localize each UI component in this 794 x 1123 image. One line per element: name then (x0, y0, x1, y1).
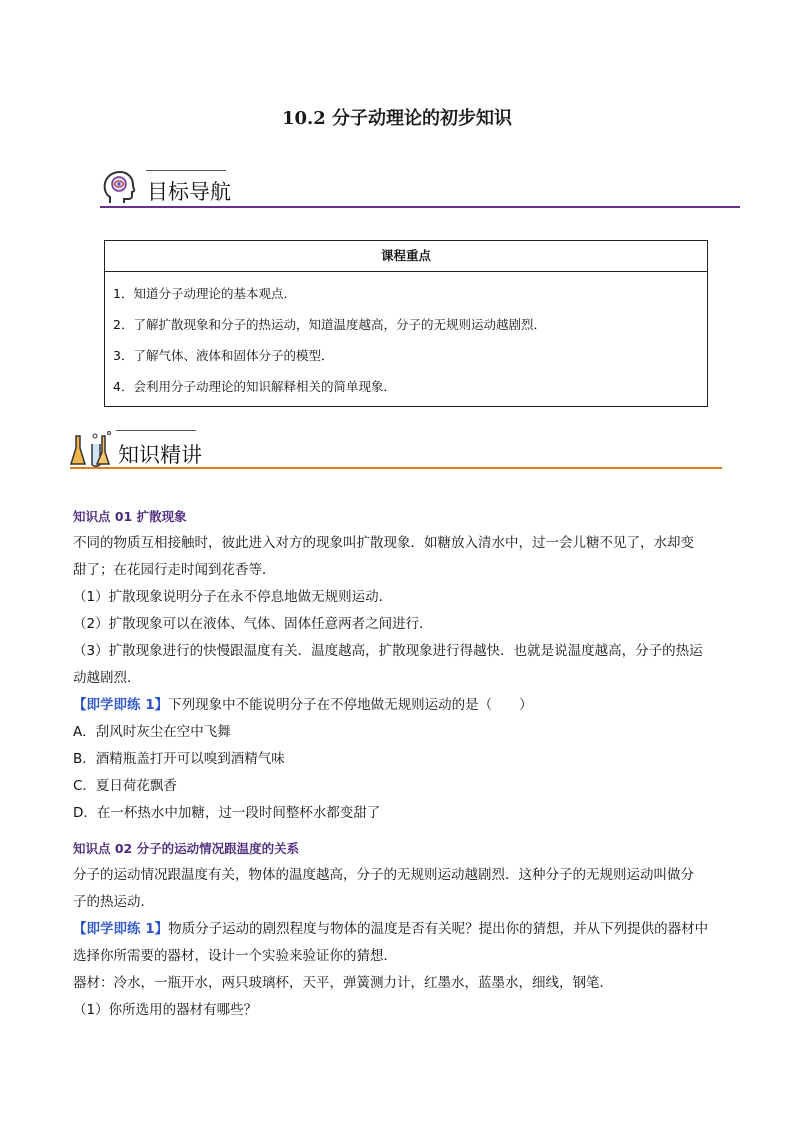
page-title: 10.2 分子动理论的初步知识 (281, 108, 513, 129)
exercise-line: 选择你所需要的器材，设计一个实验来验证你的猜想． (73, 948, 397, 964)
header-top-line (116, 430, 196, 431)
kp2-line: 分子的运动情况跟温度有关，物体的温度越高，分子的无规则运动越剧烈．这种分子的无规则运动叫做分 (73, 867, 694, 883)
option-c: C．夏日荷花飘香 (73, 778, 177, 794)
knowledge-point-2 (73, 835, 723, 1024)
kp1-line: （3）扩散现象进行的快慢跟温度有关．温度越高，扩散现象进行得越快．也就是说温度越高，分子的热运 (73, 643, 703, 659)
table-header: 课程重点 (105, 241, 707, 272)
flask-icon (70, 430, 112, 468)
exercise-question: 下列现象中不能说明分子在不停地做无规则运动的是（ ） (168, 697, 533, 713)
exercise-tag: 【即学即练 1】 (73, 697, 169, 713)
section-header-knowledge (70, 426, 722, 470)
knowledge-point-1 (73, 503, 723, 827)
exercise-line: 物质分子运动的剧烈程度与物体的温度是否有关呢？提出你的猜想，并从下列提供的器材中 (168, 921, 709, 937)
table-row: 4．会利用分子动理论的知识解释相关的简单现象． (113, 379, 396, 394)
section-rule-orange (70, 467, 722, 469)
kp1-line: 甜了；在花园行走时闻到花香等． (73, 562, 276, 578)
kp1-title: 知识点 01 扩散现象 (73, 509, 187, 524)
course-key-table (104, 240, 708, 407)
kp2-line: 子的热运动． (73, 894, 154, 910)
kp1-line: （2）扩散现象可以在液体、气体、固体任意两者之间进行． (73, 616, 433, 632)
table-row: 2．了解扩散现象和分子的热运动，知道温度越高，分子的无规则运动越剧烈． (113, 317, 546, 332)
equipment-list: 器材：冷水，一瓶开水，两只玻璃杯，天平，弹簧测力计，红墨水，蓝墨水，细线，钢笔． (73, 975, 613, 991)
section-title-goals: 目标导航 (147, 180, 231, 204)
kp2-exercise (73, 916, 723, 943)
question-1: （1）你所选用的器材有哪些？ (73, 1002, 258, 1018)
brain-head-icon (102, 170, 136, 206)
kp1-line: 动越剧烈． (73, 670, 141, 686)
kp2-title: 知识点 02 分子的运动情况跟温度的关系 (73, 841, 300, 856)
section-rule-purple (100, 206, 740, 208)
section-header-goals (100, 164, 740, 210)
exercise-tag: 【即学即练 1】 (73, 921, 169, 937)
kp1-line: 不同的物质互相接触时，彼此进入对方的现象叫扩散现象．如糖放入清水中，过一会儿糖不见了，水却变 (73, 535, 694, 551)
table-row: 1．知道分子动理论的基本观点． (113, 286, 296, 301)
table-row: 3．了解气体、液体和固体分子的模型． (113, 348, 334, 363)
option-b: B．酒精瓶盖打开可以嗅到酒精气味 (73, 751, 285, 767)
header-top-line (146, 170, 226, 171)
option-a: A．刮风时灰尘在空中飞舞 (73, 724, 231, 740)
option-d: D．在一杯热水中加糖，过一段时间整杯水都变甜了 (73, 805, 381, 821)
section-title-knowledge: 知识精讲 (118, 443, 202, 467)
kp1-exercise (73, 692, 723, 719)
kp1-line: （1）扩散现象说明分子在永不停息地做无规则运动． (73, 589, 393, 605)
